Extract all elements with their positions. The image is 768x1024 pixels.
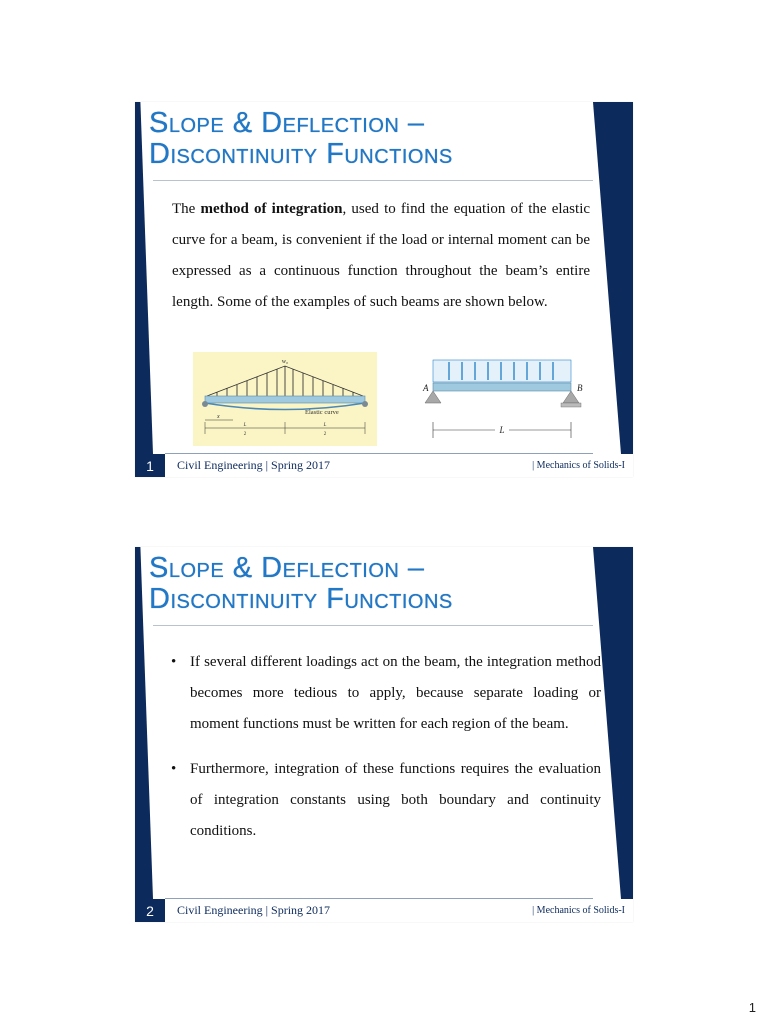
bullet-text: If several different loadings act on the beam, the integration method becomes more tedious to apply, because separate loading or moment functions must be written for each region of the beam. [190, 654, 601, 732]
footer-course: Civil Engineering | Spring 2017 [177, 903, 331, 917]
x-label: x [217, 414, 220, 420]
half-span-right-denominator: 2 [323, 432, 327, 437]
slide-2 [135, 547, 633, 922]
slide-title [149, 108, 609, 170]
bullet-text: Furthermore, integration of these functions requires the evaluation of integration constants using both boundary and continuity conditions. [190, 761, 601, 839]
footer-divider [165, 898, 593, 899]
list-item [171, 647, 601, 740]
load-block [433, 360, 571, 382]
beam-figure-triangular-load [193, 352, 377, 446]
load-arrows [217, 366, 353, 396]
body-bold-term: method of integration [200, 201, 343, 217]
slide-number: 1 [135, 454, 165, 477]
body-rest: , used to find the equation of the elastic curve for a beam, is convenient if the load or internal moment can be expressed as a continuous function throughout the beam’s entire length. Some of the examples of such beams are shown below. [172, 201, 591, 310]
slide-title-line-1: Slope & Deflection – [149, 107, 425, 139]
span-label: L [499, 425, 505, 435]
pin-support-left [202, 401, 208, 407]
footer-divider [165, 453, 593, 454]
half-span-right-numerator: L [323, 423, 327, 428]
uniform-load-diagram [417, 358, 593, 444]
slide-title-line-2: Discontinuity Functions [149, 138, 453, 170]
footer-subject: | Mechanics of Solids-I [532, 460, 625, 471]
support-a-label: A [423, 383, 429, 393]
beam-figure-uniform-load [417, 358, 593, 444]
pin-support-right [362, 401, 368, 407]
title-divider [153, 180, 593, 181]
slide-title-line-1: Slope & Deflection – [149, 552, 425, 584]
slide-number: 2 [135, 899, 165, 922]
triangular-load-diagram [193, 352, 377, 446]
slide-title [149, 553, 609, 615]
elastic-curve-label: Elastic curve [305, 409, 339, 416]
bullet-marker: • [171, 761, 177, 777]
slide-body-text [172, 194, 590, 318]
list-item [171, 754, 601, 847]
beam-body [433, 383, 571, 391]
half-span-left-denominator: 2 [243, 432, 247, 437]
support-b-label: B [577, 383, 583, 393]
bullet-marker: • [171, 654, 177, 670]
load-label: w₀ [281, 359, 289, 365]
slide-title-line-2: Discontinuity Functions [149, 583, 453, 615]
footer-subject: | Mechanics of Solids-I [532, 905, 625, 916]
page-number: 1 [748, 1000, 756, 1015]
bullet-list [171, 647, 601, 847]
body-intro: The [172, 201, 201, 217]
footer-course: Civil Engineering | Spring 2017 [177, 458, 331, 472]
slide-1 [135, 102, 633, 477]
beam-body [205, 396, 365, 403]
elastic-curve [205, 403, 365, 410]
half-span-left-numerator: L [243, 423, 247, 428]
title-divider [153, 625, 593, 626]
